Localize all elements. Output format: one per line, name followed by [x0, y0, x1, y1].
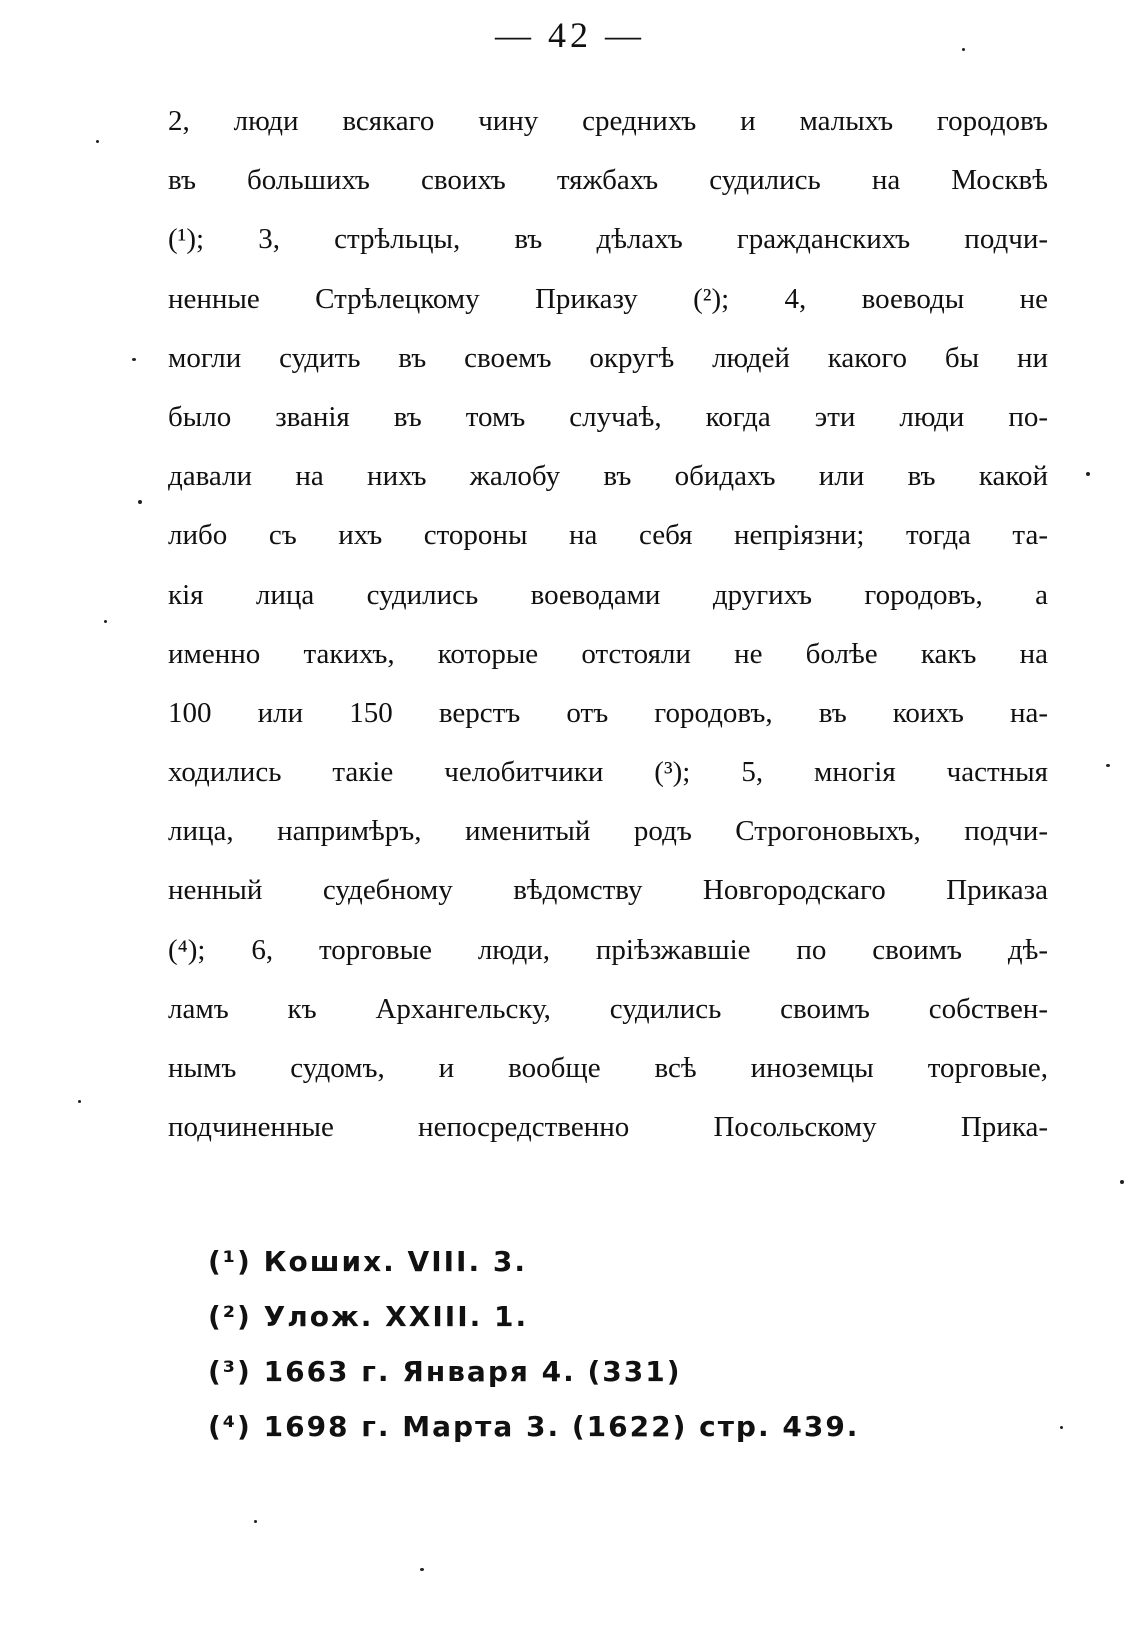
- scan-speck: [254, 1520, 257, 1523]
- body-line: ходились такіе челобитчики (³); 5, многія частныя: [168, 756, 1048, 789]
- body-line: нымъ судомъ, и вообще всѣ иноземцы торговые,: [168, 1052, 1048, 1084]
- body-line: ненные Стрѣлецкому Приказу (²); 4, воеводы не: [168, 282, 1048, 315]
- body-line: либо съ ихъ стороны на себя непріязни; тогда та-: [168, 519, 1048, 552]
- scan-speck: [1106, 764, 1110, 767]
- scan-speck: [420, 1568, 424, 1571]
- footnotes: [208, 1234, 968, 1454]
- scan-speck: [1086, 472, 1090, 476]
- page-number: — 42 —: [495, 15, 645, 55]
- body-line: въ большихъ своихъ тяжбахъ судились на Москвѣ: [168, 164, 1048, 197]
- body-line: 100 или 150 верстъ отъ городовъ, въ коихъ на-: [168, 696, 1048, 729]
- body-line: давали на нихъ жалобу въ обидахъ или въ какой: [168, 460, 1048, 493]
- scan-speck: [1120, 1180, 1124, 1184]
- body-line: (¹); 3, стрѣльцы, въ дѣлахъ гражданскихъ подчи-: [168, 223, 1048, 256]
- scan-speck: [96, 140, 99, 143]
- scan-speck: [962, 48, 965, 51]
- body-line: лица, напримѣръ, именитый родъ Строгоновыхъ, подчи-: [168, 815, 1048, 848]
- footnote: (²) Улож. XXIII. 1.: [208, 1300, 529, 1333]
- body-line: 2, люди всякаго чину среднихъ и малыхъ городовъ: [168, 105, 1048, 137]
- body-line: (⁴); 6, торговые люди, пріѣзжавшіе по своимъ дѣ-: [168, 933, 1048, 966]
- body-line: ламъ къ Архангельску, судились своимъ собствен-: [168, 992, 1048, 1025]
- body-line: именно такихъ, которые отстояли не болѣе какъ на: [168, 637, 1048, 670]
- body-text: [168, 92, 1048, 1157]
- footnote: (⁴) 1698 г. Марта 3. (1622) стр. 439.: [208, 1410, 860, 1443]
- scan-speck: [1060, 1426, 1063, 1429]
- body-line: было званія въ томъ случаѣ, когда эти люди по-: [168, 400, 1048, 433]
- scan-speck: [132, 358, 136, 361]
- footnote: (³) 1663 г. Января 4. (331): [208, 1355, 682, 1388]
- body-line: подчиненные непосредственно Посольскому Прика-: [168, 1111, 1048, 1144]
- footnote: (¹) Коших. VIII. 3.: [208, 1245, 527, 1278]
- body-line: кія лица судились воеводами другихъ городовъ, а: [168, 578, 1048, 611]
- scan-speck: [104, 620, 107, 623]
- body-line: ненный судебному вѣдомству Новгородскаго Приказа: [168, 874, 1048, 907]
- scan-speck: [78, 1100, 81, 1103]
- body-line: могли судить въ своемъ округѣ людей какого бы ни: [168, 341, 1048, 374]
- scan-speck: [138, 500, 142, 504]
